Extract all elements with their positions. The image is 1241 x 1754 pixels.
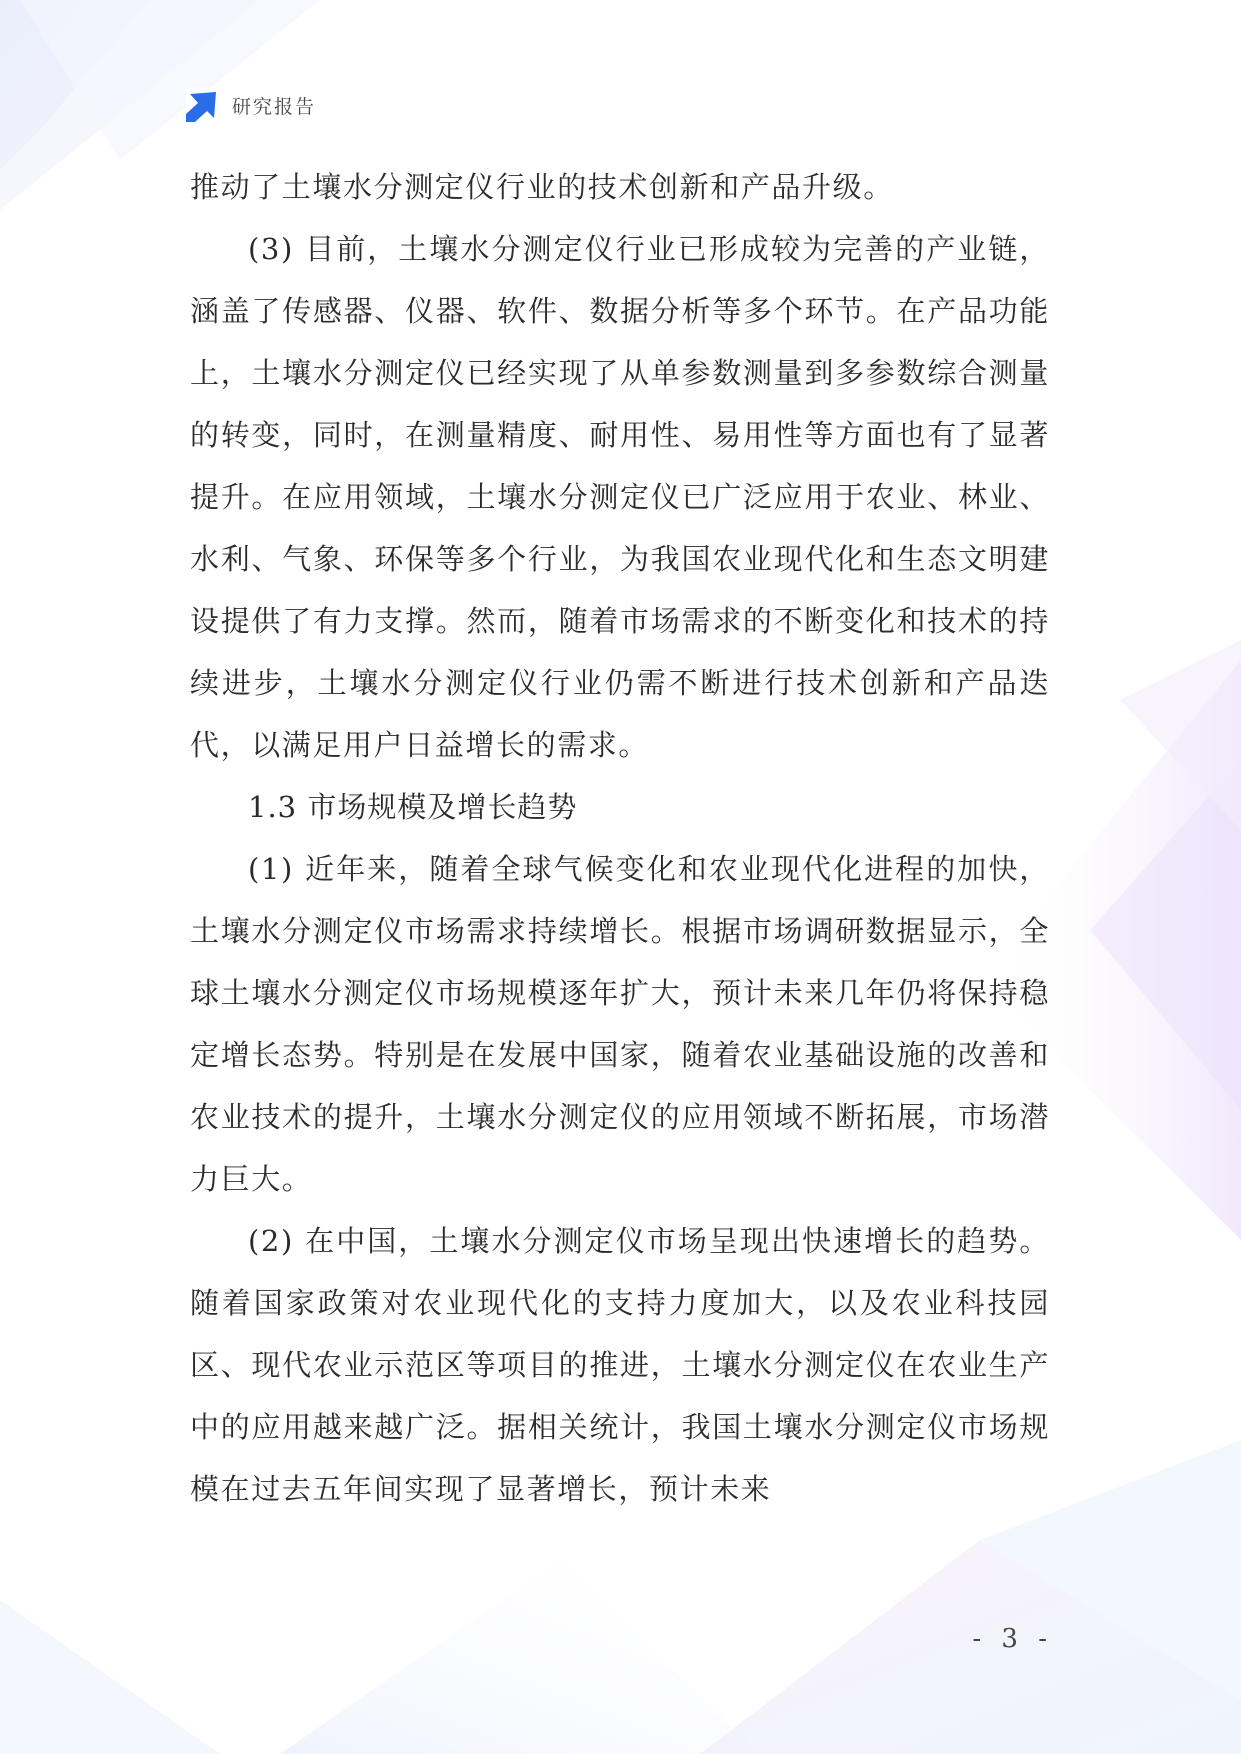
document-body xyxy=(190,156,1050,1520)
section-heading: 1.3 市场规模及增长趋势 xyxy=(248,790,578,824)
document-header xyxy=(186,88,316,122)
paragraph-continuation: 推动了土壤水分测定仪行业的技术创新和产品升级。 xyxy=(190,170,894,204)
paragraph-3: (3) 目前，土壤水分测定仪行业已形成较为完善的产业链，涵盖了传感器、仪器、软件、数据分析等多个环节。在产品功能上，土壤水分测定仪已经实现了从单参数测量到多参数综合测量的转变，同时，在测量精度、耐用性、易用性等方面也有了显著提升。在应用领域，土壤水分测定仪已广泛应用于农业、林业、水利、气象、环保等多个行业，为我国农业现代化和生态文明建设提供了有力支撑。然而，随着市场需求的不断变化和技术的持续进步，土壤水分测定仪行业仍需不断进行技术创新和产品迭代，以满足用户日益增长的需求。 xyxy=(190,232,1050,762)
paragraph-1: (1) 近年来，随着全球气候变化和农业现代化进程的加快，土壤水分测定仪市场需求持续增长。根据市场调研数据显示，全球土壤水分测定仪市场规模逐年扩大，预计未来几年仍将保持稳定增长态势。特别是在发展中国家，随着农业基础设施的改善和农业技术的提升，土壤水分测定仪的应用领域不断拓展，市场潜力巨大。 xyxy=(190,852,1050,1196)
report-label: 研究报告 xyxy=(232,95,317,118)
paragraph-2: (2) 在中国，土壤水分测定仪市场呈现出快速增长的趋势。随着国家政策对农业现代化的支持力度加大，以及农业科技园区、现代农业示范区等项目的推进，土壤水分测定仪在农业生产中的应用越来越广泛。据相关统计，我国土壤水分测定仪市场规模在过去五年间实现了显著增长，预计未来 xyxy=(190,1224,1050,1506)
arrow-up-right-icon xyxy=(186,88,220,122)
page-number: - 3 - xyxy=(972,1624,1053,1654)
